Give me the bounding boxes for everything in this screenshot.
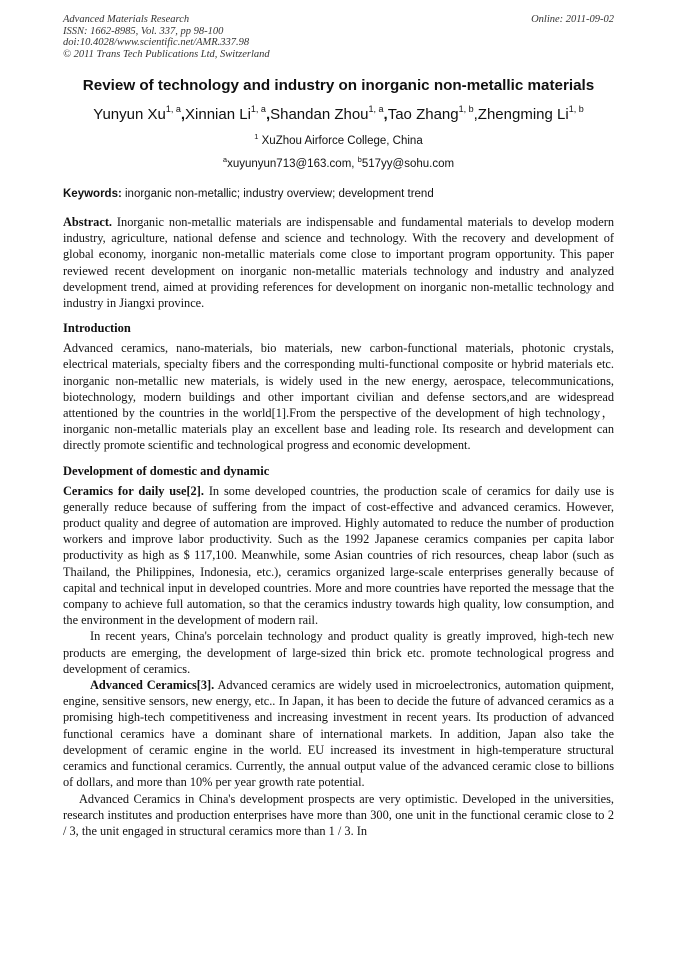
author-list xyxy=(63,104,614,123)
affiliation-text: XuZhou Airforce College, China xyxy=(258,135,423,147)
author-separator: , xyxy=(383,106,388,123)
online-date: Online: 2011-09-02 xyxy=(531,14,614,25)
abstract xyxy=(63,214,614,311)
author-name: Zhengming Li xyxy=(477,106,569,123)
author-name: Tao Zhang xyxy=(387,106,459,123)
issn-line: ISSN: 1662-8985, Vol. 337, pp 98-100 xyxy=(63,25,224,37)
journal-name: Advanced Materials Research xyxy=(63,14,190,25)
paragraph-lead-daily-use: Ceramics for daily use[2]. xyxy=(63,483,204,498)
author-affil-sup: 1, a xyxy=(368,104,384,114)
paragraph-china-porcelain: In recent years, China's porcelain technology and product quality is greatly improved, high-tech new products are emerging, the development of large-sized thin brick etc. promote technological progress and development of ceramics. xyxy=(63,629,614,676)
keywords-label: Keywords: xyxy=(63,188,122,200)
email-b-sup: b xyxy=(357,155,362,164)
author-affil-sup: 1, b xyxy=(458,104,474,114)
keywords xyxy=(63,188,614,200)
email-a[interactable]: xuyunyun713@163.com, xyxy=(227,158,358,170)
author-affil-sup: 1, b xyxy=(568,104,584,114)
author-name: Yunyun Xu xyxy=(93,106,166,123)
author-separator: , xyxy=(473,106,478,123)
section-heading-introduction: Introduction xyxy=(63,321,131,336)
paragraph-china-advanced-ceramics: Advanced Ceramics in China's development prospects are very optimistic. Developed in the universities, research institutes and production enterprises have more than 300, one unit in the functional ceramic close to 2 / 3, the unit engaged in structural ceramics more than 1 / 3. In xyxy=(63,791,614,838)
author-separator: , xyxy=(265,106,271,123)
publication-header xyxy=(63,14,614,60)
author-separator: , xyxy=(180,106,186,123)
abstract-label: Abstract. xyxy=(63,215,113,229)
introduction-paragraph: Advanced ceramics, nano-materials, bio materials, new carbon-functional materials, photonic crystals, electrical materials, specialty fibers and the corresponding multi-functional composite or hybrid materials etc. inorganic non-metallic new materials, is widely used in the new energy, aerospace, telecommunications, biotechnology, modern buildings and other important civilian and defense sectors,and are widespread attentioned by the countries in the world[1].From the perspective of the development of high technology，inorganic non-metallic materials play an excellent base and leading role. Its research and development can directly promote scientific and technological progress and economic development. xyxy=(63,341,614,453)
author-emails xyxy=(63,155,614,170)
author-name: Xinnian Li xyxy=(185,106,251,123)
author-name: Shandan Zhou xyxy=(270,106,369,123)
author-affil-sup: 1, a xyxy=(250,104,266,114)
paragraph-ceramics-daily-use xyxy=(63,483,614,629)
doi-line: doi:10.4028/www.scientific.net/AMR.337.98 xyxy=(63,37,250,48)
keywords-text: inorganic non-metallic; industry overview; development trend xyxy=(121,188,434,200)
paper-title: Review of technology and industry on inorganic non-metallic materials xyxy=(82,77,595,94)
email-a-sup: a xyxy=(222,155,228,164)
paragraph-text: In some developed countries, the production scale of ceramics for daily use is generally reduce because of suffering from the impact of cost-effective and advanced ceramics. However, product quality and degree of automation are improved. Highly automated to reduce the number of production workers and improve labor productivity. Such as the 1992 Japanese ceramics companies per capita labor productivity as high as $ 117,100. Meanwhile, some Asian countries of rich resources, cheap labor (such as Thailand, the Philippines, Indonesia, etc.), ceramics organized large-scale enterprises generally because of capital and technical input in developed countries. More and more countries have reported the message that the company to achieve full automation, so that the ceramics industry towards high quality, low consumption, and the environment in the development of modern rail. xyxy=(63,483,614,628)
affiliation xyxy=(63,132,614,147)
author-affil-sup: 1, a xyxy=(165,104,181,114)
copyright-line: © 2011 Trans Tech Publications Ltd, Switzerland xyxy=(63,48,270,60)
section-heading-development: Development of domestic and dynamic xyxy=(63,463,270,478)
paragraph-advanced-ceramics xyxy=(63,677,614,790)
affiliation-sup: 1 xyxy=(254,132,259,141)
email-b[interactable]: 517yy@sohu.com xyxy=(361,158,455,170)
paragraph-text: Advanced ceramics are widely used in microelectronics, automation quipment, engine, sensitive sensors, new energy, etc.. In Japan, it has been to decide the future of advanced ceramics as a promising high-tech competitiveness and increasing investment in recent years. Its production of advanced functional ceramics have a dominant share of international markets. In addition, Japan also take the development of ceramic engine in the world. EU increased its investment in high-temperature structural ceramics and functional ceramics. Currently, the annual output value of the advanced ceramic close to billions of dollars, and more than 10% per year growth rate potential. xyxy=(63,678,615,790)
paragraph-lead-advanced-ceramics: Advanced Ceramics[3]. xyxy=(90,678,215,693)
abstract-text: Inorganic non-metallic materials are indispensable and fundamental materials to develop modern industry, agriculture, national defense and science and technology. With the recovery and development of global economy, inorganic non-metallic materials come close to important program opportunity. This paper reviewed recent development on inorganic non-metallic materials technology and industry and analyzed development trend, aimed at providing references for development on inorganic non-metallic technology and industry in Jiangxi province. xyxy=(63,215,614,311)
